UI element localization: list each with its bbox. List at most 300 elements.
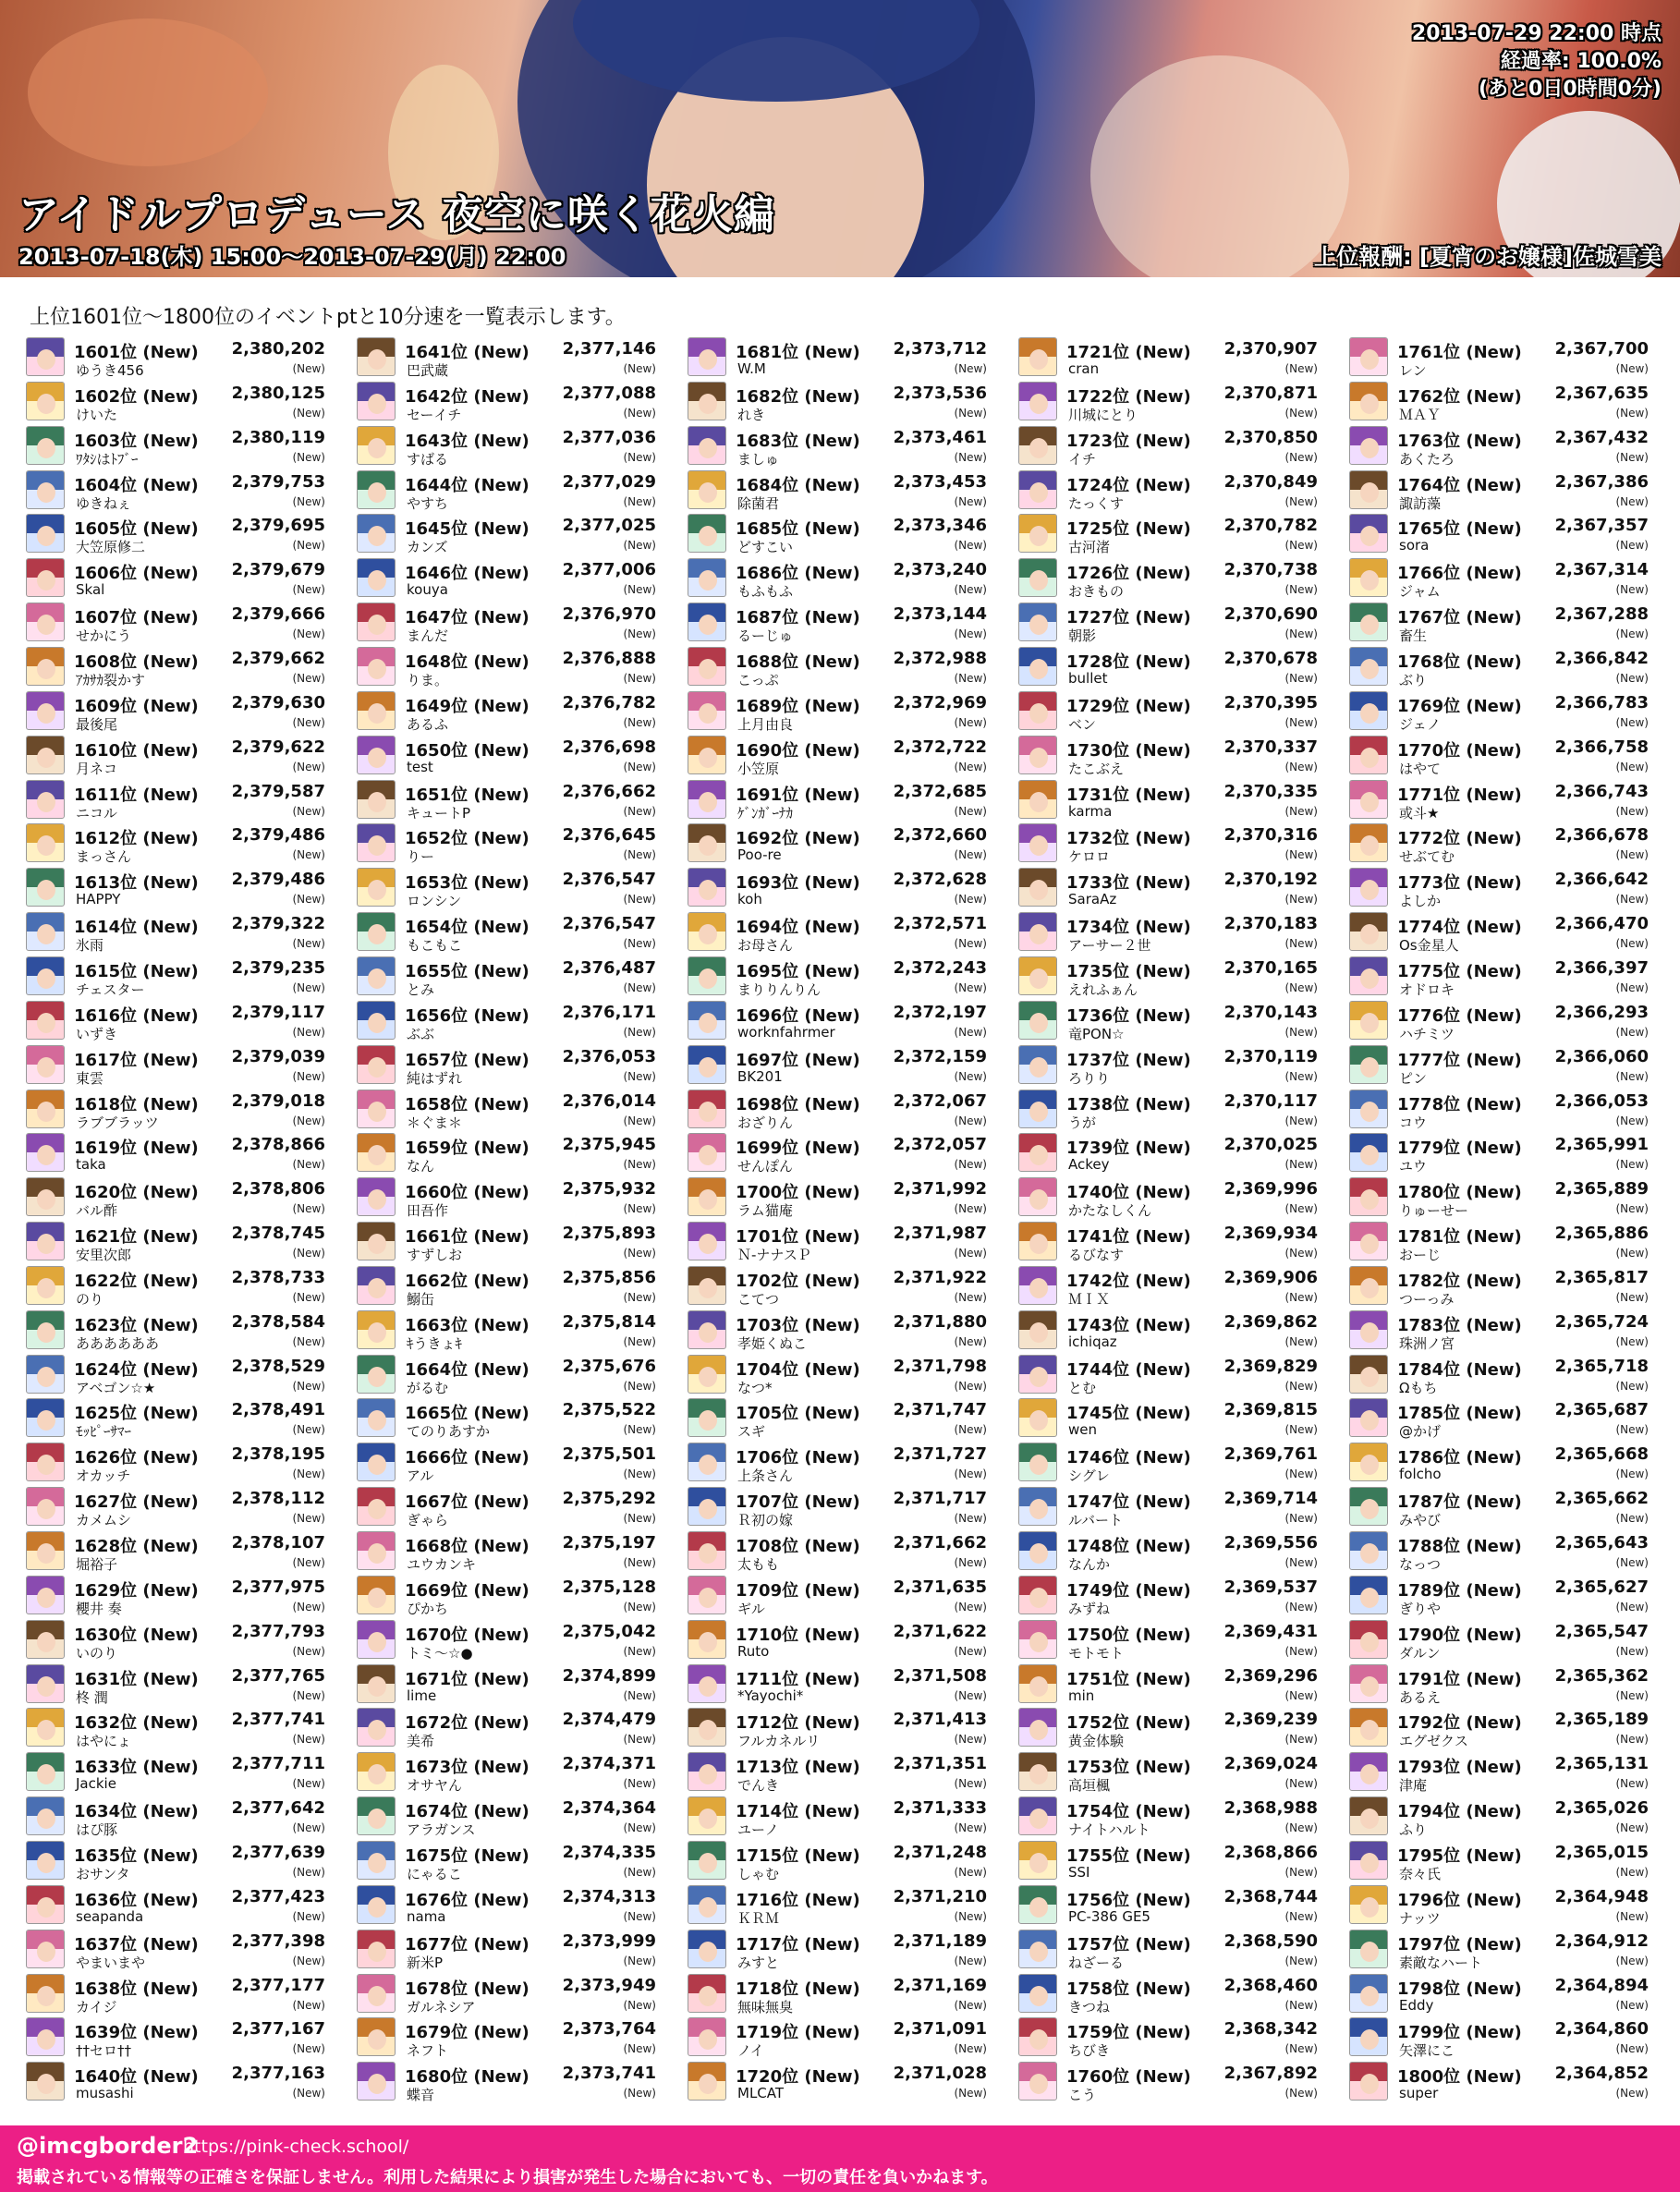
speed-label: (New) — [954, 1909, 987, 1923]
avatar-icon — [26, 691, 65, 730]
speed-label: (New) — [954, 1688, 987, 1702]
producer-name: ﾜﾀｼはﾄﾌﾞｰ — [76, 450, 139, 468]
event-points: 2,369,239 — [1223, 1710, 1318, 1730]
speed-label: (New) — [292, 362, 325, 375]
speed-label: (New) — [292, 1202, 325, 1216]
speed-label: (New) — [1284, 1556, 1318, 1569]
speed-label: (New) — [1615, 1688, 1649, 1702]
avatar-icon — [688, 1487, 726, 1526]
speed-label: (New) — [954, 760, 987, 773]
speed-label: (New) — [1615, 1114, 1649, 1127]
event-points: 2,376,014 — [562, 1090, 656, 1111]
ranking-entry — [1018, 1882, 1323, 1927]
ranking-entry — [26, 1971, 331, 2015]
site-link[interactable]: https://pink-check.school/ — [183, 2137, 409, 2157]
event-points: 2,376,487 — [562, 957, 656, 978]
event-points: 2,376,171 — [562, 1002, 656, 1022]
event-points: 2,370,871 — [1223, 383, 1318, 403]
speed-label: (New) — [954, 1821, 987, 1834]
ranking-entry — [1349, 1794, 1654, 1838]
event-points: 2,370,117 — [1223, 1090, 1318, 1111]
ranking-entry — [357, 909, 662, 954]
avatar-icon — [1018, 647, 1057, 686]
rank-label: 1770位 (New) — [1397, 740, 1522, 761]
producer-name: はやて — [1399, 760, 1442, 777]
ranking-entry — [26, 1484, 331, 1528]
speed-label: (New) — [1615, 1909, 1649, 1923]
event-points: 2,378,529 — [231, 1356, 325, 1376]
producer-name: SaraAz — [1068, 891, 1117, 908]
rank-label: 1790位 (New) — [1397, 1625, 1522, 1645]
ranking-entry — [688, 1484, 992, 1528]
ranking-column — [1349, 335, 1654, 2103]
ranking-entry — [1018, 423, 1323, 468]
event-points: 2,376,698 — [562, 737, 656, 757]
ranking-entry — [26, 1662, 331, 1706]
speed-label: (New) — [623, 1644, 656, 1658]
producer-name: エグゼクス — [1399, 1733, 1468, 1750]
rank-label: 1638位 (New) — [74, 1979, 199, 1999]
rank-label: 1629位 (New) — [74, 1580, 199, 1601]
producer-name: 孝姫くぬこ — [737, 1334, 808, 1352]
ranking-entry — [1349, 1087, 1654, 1131]
avatar-icon — [26, 337, 65, 376]
producer-name: 新米P — [407, 1954, 444, 1971]
avatar-icon — [26, 823, 65, 862]
event-points: 2,370,183 — [1223, 914, 1318, 934]
rank-label: 1694位 (New) — [736, 918, 860, 938]
event-points: 2,379,695 — [231, 516, 325, 536]
speed-label: (New) — [954, 1247, 987, 1260]
avatar-icon — [688, 1708, 726, 1747]
avatar-icon — [1018, 426, 1057, 465]
rank-label: 1669位 (New) — [405, 1580, 530, 1601]
ranking-grid — [26, 335, 1662, 2103]
producer-name: ましゅ — [737, 450, 780, 468]
ranking-entry — [26, 865, 331, 909]
avatar-icon — [1349, 382, 1388, 420]
producer-name: 高垣楓 — [1068, 1777, 1111, 1795]
ranking-entry — [26, 600, 331, 644]
ranking-entry — [688, 423, 992, 468]
producer-name: トミ〜☆● — [407, 1644, 473, 1662]
speed-label: (New) — [1615, 1954, 1649, 1967]
producer-name: ちびき — [1068, 2042, 1111, 2060]
producer-name: 東雲 — [76, 1069, 104, 1087]
ranking-entry — [1349, 1528, 1654, 1573]
ranking-entry — [26, 1705, 331, 1749]
event-points: 2,379,235 — [231, 957, 325, 978]
event-points: 2,372,571 — [893, 914, 987, 934]
speed-label: (New) — [1284, 1998, 1318, 2012]
producer-name: ねざーる — [1068, 1954, 1125, 1971]
event-points: 2,365,889 — [1554, 1179, 1649, 1200]
producer-name: あくたろ — [1399, 450, 1455, 468]
producer-name: レン — [1399, 362, 1427, 379]
ranking-entry — [688, 733, 992, 777]
event-points: 2,376,888 — [562, 648, 656, 668]
producer-name: こう — [1068, 2087, 1097, 2104]
event-points: 2,372,660 — [893, 825, 987, 846]
ranking-entry — [688, 998, 992, 1042]
speed-label: (New) — [1615, 980, 1649, 994]
producer-name: りー — [407, 848, 435, 866]
avatar-icon — [26, 1576, 65, 1614]
event-points: 2,366,842 — [1554, 648, 1649, 668]
producer-name: 安里次郎 — [76, 1247, 132, 1263]
avatar-icon — [688, 1841, 726, 1880]
avatar-icon — [1018, 1398, 1057, 1437]
event-points: 2,364,852 — [1554, 2064, 1649, 2084]
producer-name: ぎりや — [1399, 1600, 1442, 1617]
ranking-entry — [1349, 1617, 1654, 1662]
ranking-entry — [1349, 1705, 1654, 1749]
ranking-entry — [26, 468, 331, 512]
speed-label: (New) — [1284, 1600, 1318, 1614]
rank-label: 1653位 (New) — [405, 873, 530, 894]
speed-label: (New) — [292, 1998, 325, 2012]
producer-name: ぶぶ — [407, 1025, 435, 1042]
rank-label: 1697位 (New) — [736, 1050, 860, 1070]
avatar-icon — [26, 382, 65, 420]
event-points: 2,370,782 — [1223, 516, 1318, 536]
ranking-entry — [688, 777, 992, 822]
avatar-icon — [1349, 2062, 1388, 2101]
event-points: 2,369,862 — [1223, 1311, 1318, 1332]
producer-name: がるむ — [407, 1379, 449, 1396]
rank-label: 1635位 (New) — [74, 1845, 199, 1866]
speed-label: (New) — [954, 1556, 987, 1569]
ranking-entry — [1349, 954, 1654, 998]
speed-label: (New) — [623, 1556, 656, 1569]
event-points: 2,379,018 — [231, 1090, 325, 1111]
ranking-entry — [357, 1882, 662, 1927]
avatar-icon — [688, 1090, 726, 1128]
event-points: 2,366,783 — [1554, 692, 1649, 712]
avatar-icon — [688, 1222, 726, 1260]
speed-label: (New) — [292, 937, 325, 951]
producer-name: にゃるこ — [407, 1865, 462, 1882]
rank-label: 1799位 (New) — [1397, 2023, 1522, 2043]
ranking-entry — [1018, 1395, 1323, 1440]
rank-label: 1703位 (New) — [736, 1315, 860, 1335]
producer-name: やすち — [407, 494, 449, 512]
ranking-entry — [357, 1263, 662, 1308]
event-points: 2,370,907 — [1223, 339, 1318, 359]
rank-label: 1717位 (New) — [736, 1934, 860, 1955]
ranking-entry — [26, 1573, 331, 1617]
rank-label: 1775位 (New) — [1397, 961, 1522, 981]
rank-label: 1747位 (New) — [1066, 1492, 1191, 1513]
avatar-icon — [357, 1177, 396, 1216]
speed-label: (New) — [954, 2042, 987, 2056]
speed-label: (New) — [1284, 980, 1318, 994]
producer-name: ｷうきょｷ — [407, 1334, 463, 1352]
rank-label: 1760位 (New) — [1066, 2067, 1191, 2088]
ranking-entry — [1349, 423, 1654, 468]
ranking-entry — [26, 1927, 331, 1971]
avatar-icon — [26, 603, 65, 641]
avatar-icon — [1349, 1930, 1388, 1968]
rank-label: 1713位 (New) — [736, 1758, 860, 1778]
event-points: 2,373,764 — [562, 2019, 656, 2040]
ranking-entry — [1018, 1352, 1323, 1396]
producer-name: なん — [407, 1158, 435, 1175]
producer-name: 氷雨 — [76, 937, 104, 955]
rank-label: 1711位 (New) — [736, 1669, 860, 1689]
rank-label: 1601位 (New) — [74, 343, 199, 362]
event-points: 2,375,197 — [562, 1533, 656, 1553]
event-points: 2,365,015 — [1554, 1842, 1649, 1862]
producer-name: ナイトハルト — [1068, 1821, 1150, 1838]
rank-label: 1772位 (New) — [1397, 829, 1522, 849]
ranking-entry — [688, 865, 992, 909]
avatar-icon — [1349, 1841, 1388, 1880]
ranking-entry — [1018, 1440, 1323, 1484]
rank-label: 1778位 (New) — [1397, 1094, 1522, 1114]
event-points: 2,378,491 — [231, 1400, 325, 1420]
event-points: 2,376,645 — [562, 825, 656, 846]
ranking-entry — [1018, 555, 1323, 600]
speed-label: (New) — [292, 980, 325, 994]
ranking-entry — [26, 644, 331, 688]
rank-label: 1616位 (New) — [74, 1005, 199, 1026]
producer-name: 竜PON☆ — [1068, 1025, 1125, 1042]
avatar-icon — [357, 1045, 396, 1084]
ranking-entry — [1018, 1971, 1323, 2015]
speed-label: (New) — [623, 1379, 656, 1393]
avatar-icon — [1349, 868, 1388, 907]
rank-label: 1738位 (New) — [1066, 1094, 1191, 1114]
ranking-entry — [1018, 998, 1323, 1042]
producer-name: イチ — [1068, 450, 1097, 468]
producer-name: でんき — [737, 1777, 780, 1795]
avatar-icon — [1018, 780, 1057, 819]
ranking-entry — [26, 954, 331, 998]
avatar-icon — [357, 337, 396, 376]
ranking-entry — [688, 379, 992, 423]
rank-label: 1782位 (New) — [1397, 1271, 1522, 1291]
producer-name: 田吾作 — [407, 1202, 449, 1220]
event-points: 2,369,024 — [1223, 1754, 1318, 1774]
producer-name: ハチミツ — [1399, 1025, 1455, 1042]
speed-label: (New) — [1284, 804, 1318, 818]
speed-label: (New) — [292, 1909, 325, 1923]
rank-label: 1750位 (New) — [1066, 1625, 1191, 1645]
avatar-icon — [688, 1266, 726, 1305]
avatar-icon — [1018, 1974, 1057, 2013]
ranking-entry — [688, 909, 992, 954]
rank-label: 1665位 (New) — [405, 1404, 530, 1424]
rank-label: 1644位 (New) — [405, 475, 530, 495]
speed-label: (New) — [623, 1688, 656, 1702]
producer-name: るーじゅ — [737, 627, 794, 645]
avatar-icon — [357, 823, 396, 862]
ranking-entry — [1349, 644, 1654, 688]
event-points: 2,374,371 — [562, 1754, 656, 1774]
rank-label: 1730位 (New) — [1066, 740, 1191, 761]
event-points: 2,373,144 — [893, 604, 987, 625]
producer-name: りま。 — [407, 671, 449, 688]
avatar-icon — [357, 1355, 396, 1394]
producer-name: みやび — [1399, 1512, 1442, 1529]
rank-label: 1675位 (New) — [405, 1845, 530, 1866]
producer-name: 小笠原 — [737, 760, 780, 777]
event-points: 2,366,397 — [1554, 957, 1649, 978]
event-points: 2,380,119 — [231, 427, 325, 447]
producer-name: きつね — [1068, 1998, 1111, 2015]
speed-label: (New) — [1284, 583, 1318, 597]
avatar-icon — [357, 1398, 396, 1437]
avatar-icon — [26, 1045, 65, 1084]
avatar-icon — [26, 470, 65, 509]
speed-label: (New) — [954, 1998, 987, 2012]
event-points: 2,375,945 — [562, 1135, 656, 1155]
speed-label: (New) — [292, 893, 325, 907]
rank-label: 1765位 (New) — [1397, 519, 1522, 540]
rank-label: 1633位 (New) — [74, 1758, 199, 1778]
event-points: 2,373,346 — [893, 516, 987, 536]
ranking-entry — [1349, 733, 1654, 777]
event-points: 2,376,547 — [562, 914, 656, 934]
speed-label: (New) — [623, 627, 656, 641]
rank-label: 1630位 (New) — [74, 1625, 199, 1645]
producer-name: スギ — [737, 1423, 766, 1441]
avatar-icon — [357, 1531, 396, 1570]
event-points: 2,378,866 — [231, 1135, 325, 1155]
producer-name: 巴武蔵 — [407, 362, 449, 379]
ranking-entry — [357, 335, 662, 379]
rank-label: 1640位 (New) — [74, 2067, 199, 2088]
avatar-icon — [357, 1930, 396, 1968]
event-points: 2,377,163 — [231, 2064, 325, 2084]
ranking-entry — [1349, 1882, 1654, 1927]
rank-label: 1735位 (New) — [1066, 961, 1191, 981]
ranking-entry — [357, 1617, 662, 1662]
rank-label: 1742位 (New) — [1066, 1271, 1191, 1291]
speed-label: (New) — [292, 406, 325, 420]
producer-name: PC-386 GE5 — [1068, 1907, 1150, 1925]
producer-name: ＭＡＹ — [1399, 406, 1442, 423]
speed-label: (New) — [1284, 893, 1318, 907]
producer-name: とみ — [407, 980, 435, 998]
avatar-icon — [26, 514, 65, 553]
avatar-icon — [1349, 691, 1388, 730]
producer-name: 畜生 — [1399, 627, 1428, 645]
event-period: 2013-07-18(木) 15:00～2013-07-29(月) 22:00 — [18, 244, 566, 270]
speed-label: (New) — [623, 715, 656, 729]
event-points: 2,369,431 — [1223, 1621, 1318, 1641]
rank-label: 1800位 (New) — [1397, 2067, 1522, 2088]
producer-name: はぴ豚 — [76, 1821, 118, 1838]
avatar-icon — [357, 691, 396, 730]
ranking-entry — [357, 468, 662, 512]
speed-label: (New) — [1284, 1290, 1318, 1304]
event-points: 2,373,712 — [893, 339, 987, 359]
ranking-entry — [1349, 1263, 1654, 1308]
avatar-icon — [1018, 2062, 1057, 2101]
event-points: 2,366,743 — [1554, 781, 1649, 801]
avatar-icon — [688, 470, 726, 509]
speed-label: (New) — [292, 539, 325, 553]
speed-label: (New) — [1284, 1025, 1318, 1039]
avatar-icon — [357, 1443, 396, 1481]
rank-label: 1619位 (New) — [74, 1139, 199, 1159]
speed-label: (New) — [954, 1777, 987, 1791]
ranking-entry — [1349, 1484, 1654, 1528]
producer-name: せかにう — [76, 627, 132, 645]
avatar-icon — [1018, 470, 1057, 509]
rank-label: 1744位 (New) — [1066, 1359, 1191, 1380]
avatar-icon — [1018, 382, 1057, 420]
ranking-entry — [1018, 1838, 1323, 1882]
avatar-icon — [1349, 956, 1388, 995]
rank-label: 1755位 (New) — [1066, 1845, 1191, 1866]
ranking-entry — [1018, 1927, 1323, 1971]
event-points: 2,368,744 — [1223, 1886, 1318, 1906]
rank-label: 1794位 (New) — [1397, 1802, 1522, 1821]
speed-label: (New) — [954, 893, 987, 907]
speed-label: (New) — [623, 1909, 656, 1923]
rank-label: 1667位 (New) — [405, 1492, 530, 1513]
speed-label: (New) — [1284, 671, 1318, 685]
producer-name: まりりんりん — [737, 980, 822, 998]
avatar-icon — [357, 1576, 396, 1614]
event-points: 2,372,067 — [893, 1090, 987, 1111]
avatar-icon — [26, 1664, 65, 1703]
rank-label: 1661位 (New) — [405, 1227, 530, 1247]
avatar-icon — [1349, 1885, 1388, 1924]
speed-label: (New) — [1615, 1158, 1649, 1172]
rank-label: 1655位 (New) — [405, 961, 530, 981]
speed-label: (New) — [954, 1334, 987, 1348]
ranking-entry — [688, 1838, 992, 1882]
producer-name: ゆきねぇ — [76, 494, 132, 512]
rank-label: 1704位 (New) — [736, 1359, 860, 1380]
producer-name: オサヤん — [407, 1777, 463, 1795]
avatar-icon — [1018, 558, 1057, 597]
speed-label: (New) — [623, 2042, 656, 2056]
producer-name: お母さん — [737, 937, 794, 955]
avatar-icon — [688, 647, 726, 686]
avatar-icon — [1018, 1443, 1057, 1481]
event-points: 2,377,639 — [231, 1842, 325, 1862]
ranking-entry — [357, 954, 662, 998]
rank-label: 1725位 (New) — [1066, 519, 1191, 540]
rank-label: 1762位 (New) — [1397, 386, 1522, 407]
avatar-icon — [357, 1310, 396, 1349]
event-points: 2,379,622 — [231, 737, 325, 757]
ranking-entry — [688, 1440, 992, 1484]
producer-name: 朝影 — [1068, 627, 1097, 645]
producer-name: seapanda — [76, 1907, 144, 1925]
twitter-account[interactable]: @imcgborder2 — [17, 2133, 199, 2159]
producer-name: のり — [76, 1290, 104, 1308]
ranking-entry — [1018, 1219, 1323, 1263]
producer-name: ｹﾞﾝｶﾞｰﾅｶ — [737, 804, 794, 822]
rank-label: 1701位 (New) — [736, 1227, 860, 1247]
avatar-icon — [1349, 337, 1388, 376]
rank-label: 1789位 (New) — [1397, 1580, 1522, 1601]
speed-label: (New) — [954, 1865, 987, 1879]
rank-label: 1752位 (New) — [1066, 1713, 1191, 1734]
event-points: 2,376,970 — [562, 604, 656, 625]
rank-label: 1777位 (New) — [1397, 1050, 1522, 1070]
ranking-entry — [1018, 1087, 1323, 1131]
event-points: 2,370,335 — [1223, 781, 1318, 801]
event-points: 2,371,717 — [893, 1489, 987, 1509]
rank-label: 1739位 (New) — [1066, 1139, 1191, 1159]
